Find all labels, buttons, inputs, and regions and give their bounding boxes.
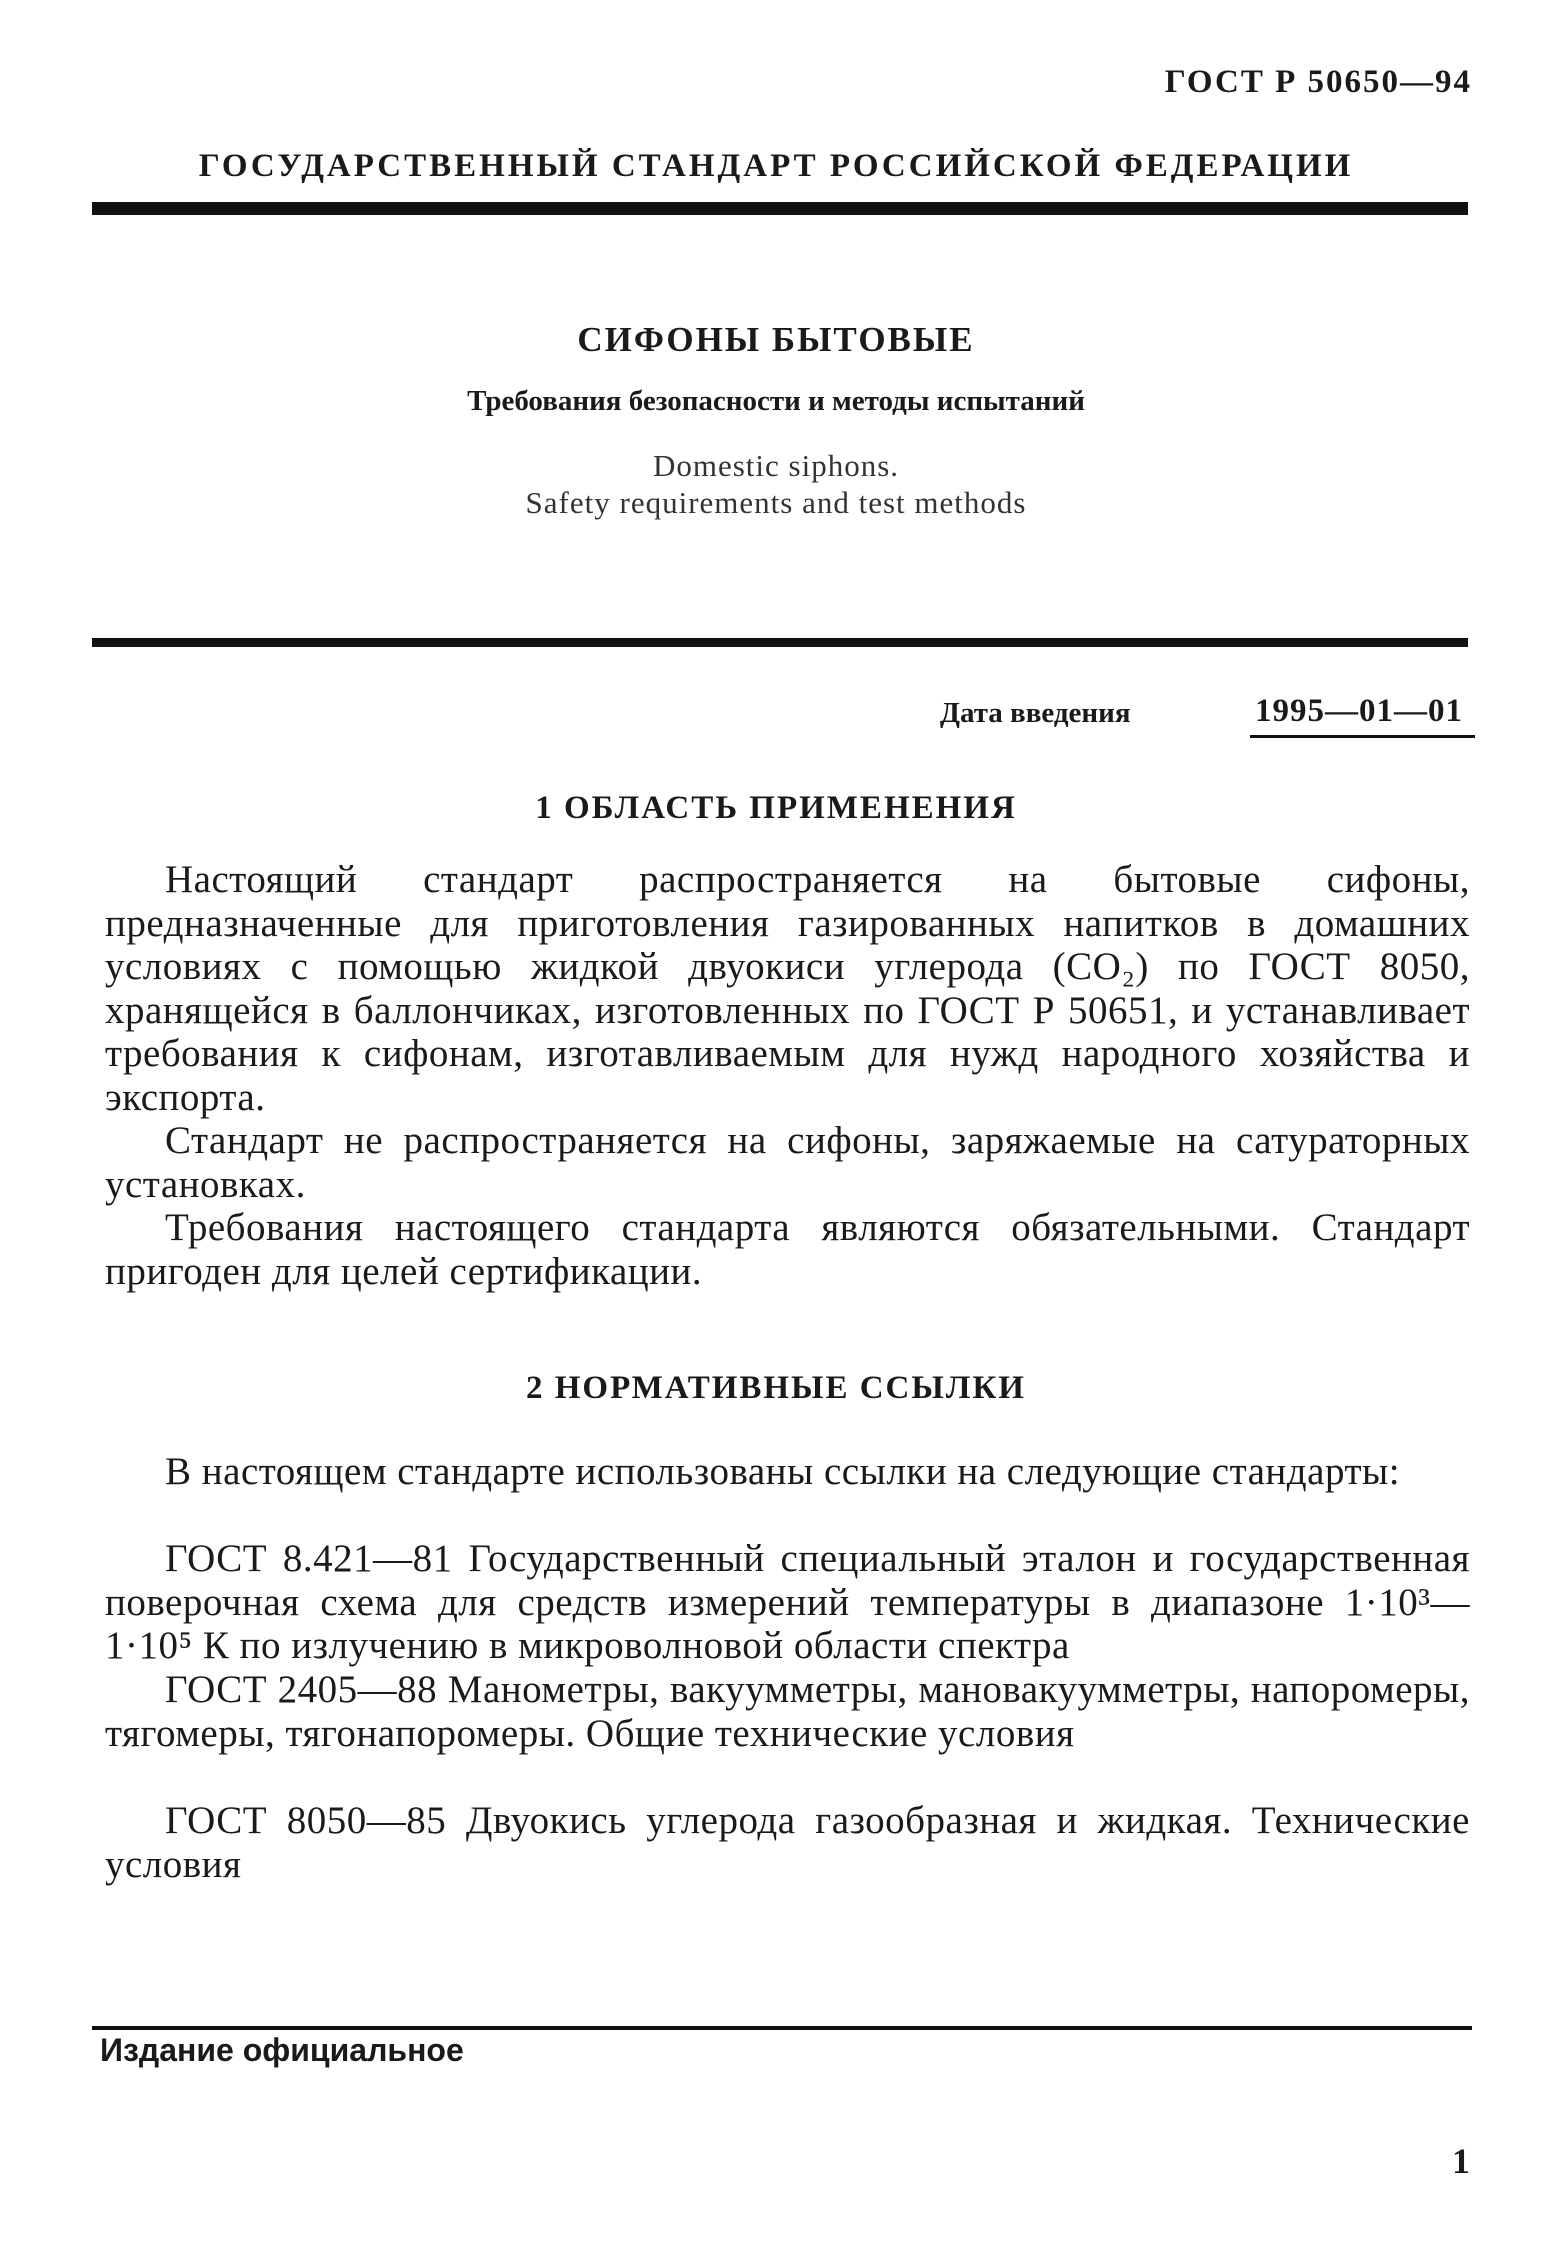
reference-item: ГОСТ 8.421—81 Государственный специальный эталон и государственная поверочная схема для средств измерений температуры в диапазоне 1·10³—1·10⁵ К по излучению в микроволновой области спектра xyxy=(105,1537,1470,1668)
document-subtitle: Требования безопасности и методы испытаний xyxy=(467,385,1085,417)
section-1-heading: 1 ОБЛАСТЬ ПРИМЕНЕНИЯ xyxy=(535,790,1017,826)
document-code: ГОСТ Р 50650—94 xyxy=(1164,64,1472,100)
english-title-line-2: Safety requirements and test methods xyxy=(525,485,1027,520)
document-title: СИФОНЫ БЫТОВЫЕ xyxy=(577,320,975,359)
section-1-paragraph-2: Стандарт не распространяется на сифоны, заряжаемые на сатураторных установках. xyxy=(105,1119,1470,1206)
reference-item: ГОСТ 2405—88 Манометры, вакуумметры, мановакуумметры, напоромеры, тягомеры, тягонапоромеры. Общие технические условия xyxy=(105,1668,1470,1755)
title-divider xyxy=(92,638,1468,647)
footer-divider xyxy=(92,2026,1472,2030)
agency-heading: ГОСУДАРСТВЕННЫЙ СТАНДАРТ РОССИЙСКОЙ ФЕДЕРАЦИИ xyxy=(198,148,1354,184)
intro-date-value: 1995—01—01 xyxy=(1255,693,1463,729)
intro-date-underline xyxy=(1250,735,1475,738)
section-1-paragraph-3: Требования настоящего стандарта являются обязательными. Стандарт пригоден для целей сертификации. xyxy=(105,1206,1470,1293)
top-divider xyxy=(92,202,1468,215)
intro-date-label: Дата введения xyxy=(940,697,1131,729)
section-1-paragraph-1: Настоящий стандарт распространяется на бытовые сифоны, предназначенные для приготовления газированных напитков в домашних условиях с помощью жидкой двуокиси углерода (CO₂) по ГОСТ 8050, хранящейся в баллончиках, изготовленных по ГОСТ Р 50651, и устанавливает требования к сифонам, изготавливаемым для нужд народного хозяйства и экспорта. xyxy=(105,858,1470,1119)
section-2-intro: В настоящем стандарте использованы ссылки на следующие стандарты: xyxy=(165,1450,1401,1493)
page-number: 1 xyxy=(1452,2141,1470,2181)
reference-item: ГОСТ 8050—85 Двуокись углерода газообразная и жидкая. Технические условия xyxy=(105,1799,1470,1886)
edition-note: Издание официальное xyxy=(100,2032,464,2068)
section-2-heading: 2 НОРМАТИВНЫЕ ССЫЛКИ xyxy=(526,1370,1026,1406)
english-title-line-1: Domestic siphons. xyxy=(652,448,900,483)
